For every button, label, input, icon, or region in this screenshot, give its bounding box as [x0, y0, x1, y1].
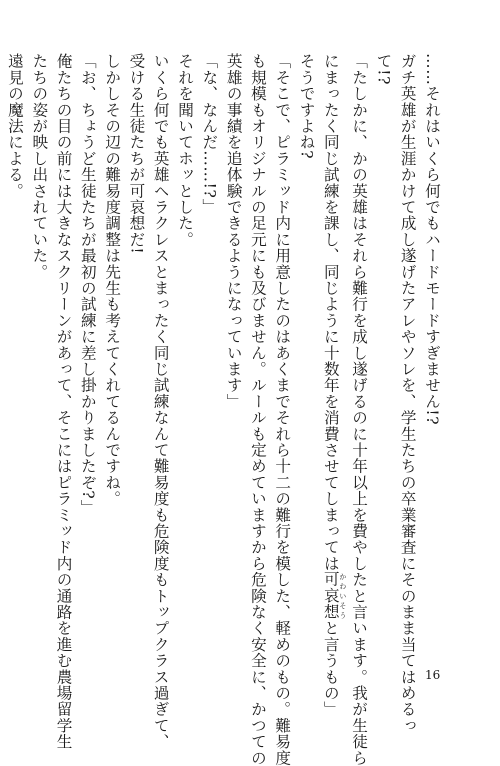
text-line: て!?	[374, 53, 393, 86]
text-line: にまったく同じ試練を課し、同じように十数年を消費させてしまっては可哀想 かわいそうと言うもの」	[321, 53, 347, 718]
text-line: も規模もオリジナルの足元にも及びません。ルールも定めていますから危険なく安全に、かつての	[248, 53, 267, 766]
text-line: 「な、なんだ……!?」	[200, 53, 219, 215]
page-number: 16	[425, 668, 441, 682]
text-line: たちの姿が映し出されていた。	[30, 53, 49, 280]
text-line: そうですよね?	[297, 53, 316, 160]
text-line: いくら何でも英雄ヘラクレスとまったく同じ試練なんて難易度も危険度もトップクラス過ぎて、	[151, 53, 170, 750]
text-line: 「お、ちょうど生徒たちが最初の試練に差し掛かりましたぞ?」	[78, 53, 97, 516]
text-line: 俺たちの目の前には大きなスクリーンがあって、そこにはピラミッド内の通路を進む農場留学生	[54, 53, 73, 750]
text-line: 「そこで、ピラミッド内に用意したのはあくまでそれら十二の難行を模した、軽めのもの。難易度	[273, 53, 292, 766]
text-line: それを聞いてホッとした。	[176, 53, 195, 248]
text-line: 「たしかに、かの英雄はそれら難行を成し遂げるのに十年以上を費やしたと言います。我が生徒ら	[350, 53, 369, 766]
ruby-reading: かわいそう	[338, 571, 347, 621]
text-line: 英雄の事績を追体験できるようになっています」	[224, 53, 243, 410]
text-line: 受ける生徒たちが可哀想だ!	[127, 53, 146, 255]
ruby-word: 可哀想 かわいそう	[321, 571, 347, 621]
text-line: 遠見の魔法による。	[5, 53, 24, 199]
text-line: ガチ英雄が生涯かけて成し遂げたアレやソレを、学生たちの卒業審査にそのまま当てはめるっ	[398, 53, 417, 734]
text-line: しかしその辺の難易度調整は先生も考えてくれてるんですね。	[103, 53, 122, 507]
text-line: ……それはいくら何でもハードモードすぎません!?	[423, 53, 441, 426]
